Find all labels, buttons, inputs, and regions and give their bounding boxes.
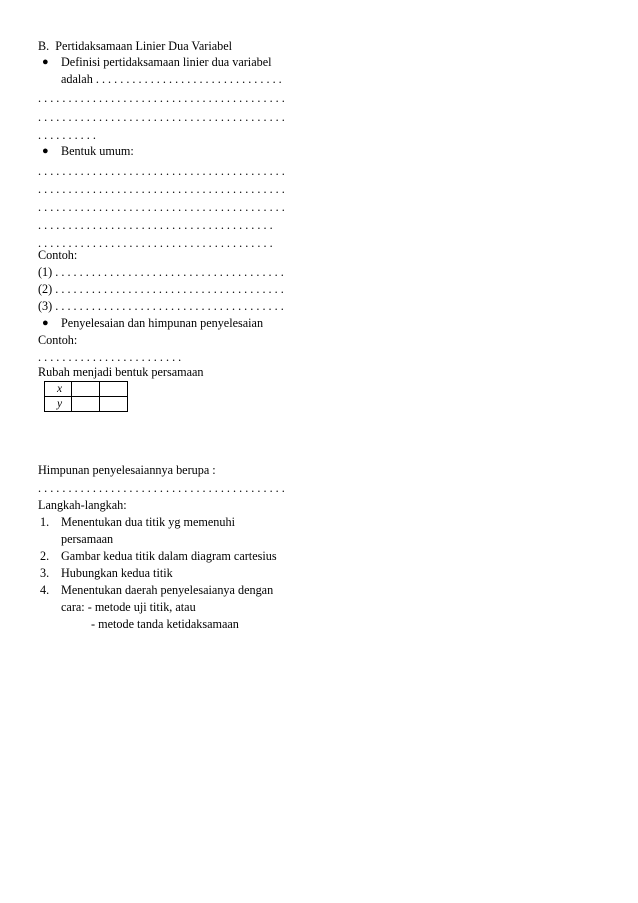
step-number: 3. bbox=[40, 566, 50, 580]
contoh-label-2: Contoh: bbox=[38, 333, 78, 347]
definisi-dots-2: . . . . . . . . . . . . . . . . . . . . . . . . . . . . . . . . . . . . . . . . . bbox=[38, 110, 285, 124]
step-number: 1. bbox=[40, 515, 50, 529]
bullet-icon: ● bbox=[42, 317, 49, 329]
step-number: 2. bbox=[40, 549, 50, 563]
table-label-y: y bbox=[45, 397, 72, 412]
step-text: persamaan bbox=[61, 532, 114, 546]
table-cell bbox=[100, 397, 128, 412]
section-title: B. Pertidaksamaan Linier Dua Variabel bbox=[38, 39, 233, 53]
bullet-icon: ● bbox=[42, 145, 49, 157]
bentuk-umum-label: Bentuk umum: bbox=[61, 144, 134, 158]
rubah-text: Rubah menjadi bentuk persamaan bbox=[38, 365, 204, 379]
definisi-dots-1: . . . . . . . . . . . . . . . . . . . . . . . . . . . . . . . . . . . . . . . . . bbox=[38, 91, 285, 105]
bentuk-dots-5: . . . . . . . . . . . . . . . . . . . . . . . . . . . . . . . . . . . . . . . bbox=[38, 236, 273, 250]
table-label-x: x bbox=[45, 382, 72, 397]
himpunan-label: Himpunan penyelesaiannya berupa : bbox=[38, 463, 216, 477]
table-cell bbox=[72, 397, 100, 412]
contoh-dots-2: . . . . . . . . . . . . . . . . . . . . . . . . bbox=[38, 350, 182, 364]
step-number: 4. bbox=[40, 583, 50, 597]
table-cell bbox=[72, 382, 100, 397]
definisi-line-1: Definisi pertidaksamaan linier dua variabel bbox=[61, 55, 272, 69]
xy-table bbox=[44, 381, 128, 412]
langkah-label: Langkah-langkah: bbox=[38, 498, 127, 512]
step-text: - metode tanda ketidaksamaan bbox=[91, 617, 239, 631]
step-text: Menentukan daerah penyelesaianya dengan bbox=[61, 583, 274, 597]
step-text: Gambar kedua titik dalam diagram cartesius bbox=[61, 549, 277, 563]
contoh-item-1: (1) . . . . . . . . . . . . . . . . . . . . . . . . . . . . . . . . . . . . . . bbox=[38, 265, 284, 279]
himpunan-dots: . . . . . . . . . . . . . . . . . . . . . . . . . . . . . . . . . . . . . . . . . bbox=[38, 481, 285, 495]
step-text: Menentukan dua titik yg memenuhi bbox=[61, 515, 235, 529]
table-cell bbox=[100, 382, 128, 397]
table-row bbox=[45, 382, 128, 397]
bentuk-dots-1: . . . . . . . . . . . . . . . . . . . . . . . . . . . . . . . . . . . . . . . . . bbox=[38, 164, 285, 178]
contoh-item-3: (3) . . . . . . . . . . . . . . . . . . . . . . . . . . . . . . . . . . . . . . bbox=[38, 299, 284, 313]
bentuk-dots-2: . . . . . . . . . . . . . . . . . . . . . . . . . . . . . . . . . . . . . . . . . bbox=[38, 182, 285, 196]
penyelesaian-label: Penyelesaian dan himpunan penyelesaian bbox=[61, 316, 264, 330]
definisi-dots-3: . . . . . . . . . . bbox=[38, 128, 96, 142]
bentuk-dots-4: . . . . . . . . . . . . . . . . . . . . . . . . . . . . . . . . . . . . . . . bbox=[38, 218, 273, 232]
table-row bbox=[45, 397, 128, 412]
bullet-icon: ● bbox=[42, 56, 49, 68]
contoh-item-2: (2) . . . . . . . . . . . . . . . . . . . . . . . . . . . . . . . . . . . . . . bbox=[38, 282, 284, 296]
step-text: Hubungkan kedua titik bbox=[61, 566, 173, 580]
contoh-label: Contoh: bbox=[38, 248, 78, 262]
step-text: cara: - metode uji titik, atau bbox=[61, 600, 196, 614]
definisi-line-2: adalah . . . . . . . . . . . . . . . . . . . . . . . . . . . . . . . bbox=[61, 72, 282, 86]
bentuk-dots-3: . . . . . . . . . . . . . . . . . . . . . . . . . . . . . . . . . . . . . . . . . bbox=[38, 200, 285, 214]
